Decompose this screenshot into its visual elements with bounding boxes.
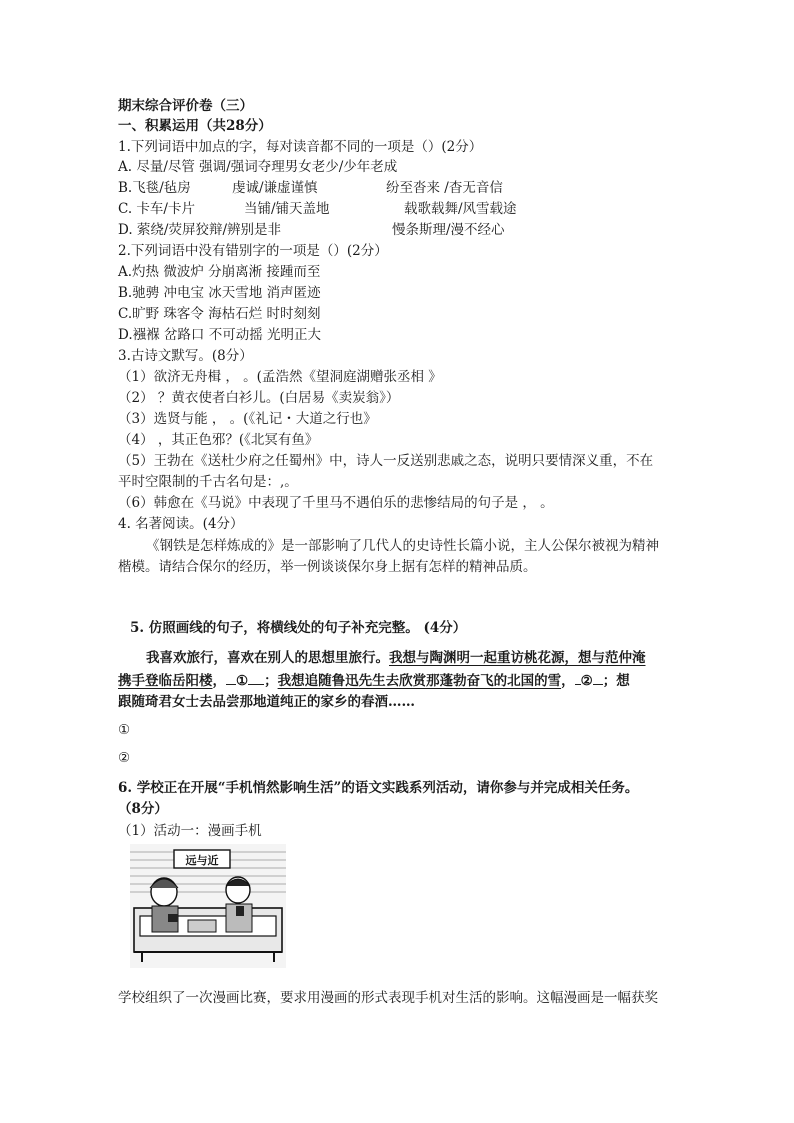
cartoon-image bbox=[130, 844, 286, 968]
question-3-item-6: （6）韩愈在《马说》中表现了千里马不遇伯乐的悲惨结局的句子是 ， 。 bbox=[118, 495, 554, 511]
question-4-stem: 4. 名著阅读。(4分） bbox=[118, 516, 244, 532]
question-2-stem: 2.下列词语中没有错别字的一项是（）(2分） bbox=[118, 243, 388, 259]
activity-1-label: （1）活动一：漫画手机 bbox=[118, 823, 262, 839]
answer-slot-2: ② bbox=[118, 750, 131, 766]
question-5-line-2: 携手登临岳阳楼， ① ；我想追随鲁迅先生去欣赏那蓬勃奋飞的北国的雪， ② ；想 bbox=[118, 670, 630, 691]
question-4-text-1: 《钢铁是怎样炼成的》是一部影响了几代人的史诗性长篇小说，主人公保尔被视为精神 bbox=[146, 538, 659, 554]
question-5-stem: 5. 仿照画线的句子，将横线处的句子补充完整。 (4分） bbox=[130, 620, 467, 636]
question-3-item-3: （3）选贤与能 ， 。(《礼记・大道之行也》 bbox=[118, 411, 377, 427]
question-6-score: （8分） bbox=[118, 801, 168, 817]
question-2-option-c: C.旷野 珠客令 海枯石烂 时时刻刻 bbox=[118, 306, 321, 322]
blank-marker-2: ② bbox=[580, 673, 593, 689]
question-4-text-2: 楷模。请结合保尔的经历，举一例谈谈保尔身上据有怎样的精神品质。 bbox=[118, 559, 537, 575]
question-3-item-2: （2） ？黄衣使者白衫儿。(白居易《卖炭翁》） bbox=[118, 390, 400, 406]
question-3-item-1: （1）欲济无舟楫 ， 。(孟浩然《望洞庭湖赠张丞相 》 bbox=[118, 369, 442, 385]
question-2-option-d: D.襁褓 岔路口 不可动摇 光明正大 bbox=[118, 327, 322, 343]
question-6-description: 学校组织了一次漫画比赛，要求用漫画的形式表现手机对生活的影响。这幅漫画是一幅获奖 bbox=[118, 990, 658, 1006]
question-6-stem: 6. 学校正在开展“手机悄然影响生活”的语文实践系列活动，请你参与并完成相关任务。 bbox=[118, 780, 639, 796]
question-3-item-4: （4） ，其正色邪？(《北冥有鱼》 bbox=[118, 432, 319, 448]
question-5-line-1: 我喜欢旅行，喜欢在别人的思想里旅行。我想与陶渊明一起重访桃花源，想与范仲淹 bbox=[146, 650, 646, 666]
question-5-line-3: 跟随琦君女士去品尝那地道纯正的家乡的春酒…… bbox=[118, 694, 415, 710]
answer-slot-1: ① bbox=[118, 722, 131, 738]
question-1-option-c: C. 卡车/卡片 当铺/铺天盖地 载歌载舞/风雪载途 bbox=[118, 201, 517, 217]
question-1-stem: 1.下列词语中加点的字，每对读音都不同的一项是（）(2分） bbox=[118, 139, 483, 155]
question-1-option-a: A. 尽量/尽管 强调/强词夺理男女老少/少年老成 bbox=[118, 159, 398, 175]
question-1-option-d: D. 萦绕/荧屏狡辩/辨别是非 慢条斯理/漫不经心 bbox=[118, 222, 505, 238]
section-heading: 一、积累运用（共28分） bbox=[118, 118, 272, 134]
exam-title: 期末综合评价卷（三） bbox=[118, 98, 253, 114]
question-3-item-5: （5）王勃在《送杜少府之任蜀州》中，诗人一反送别悲戚之态，说明只要情深义重，不在 bbox=[118, 453, 654, 469]
blank-marker-1: ① bbox=[236, 673, 249, 689]
question-2-option-b: B.驰骋 冲电宝 冰天雪地 消声匿迹 bbox=[118, 285, 321, 301]
question-1-option-b: B.飞毯/毡房 虔诚/谦虚谨慎 纷至沓来 /杳无音信 bbox=[118, 180, 503, 196]
question-2-option-a: A.灼热 微波炉 分崩离淅 接踵而至 bbox=[118, 264, 321, 280]
question-3-item-5-cont: 平时空限制的千古名句是：,。 bbox=[118, 474, 298, 490]
question-3-stem: 3.古诗文默写。(8分） bbox=[118, 348, 253, 364]
cartoon-caption: 远与近 bbox=[185, 854, 219, 867]
